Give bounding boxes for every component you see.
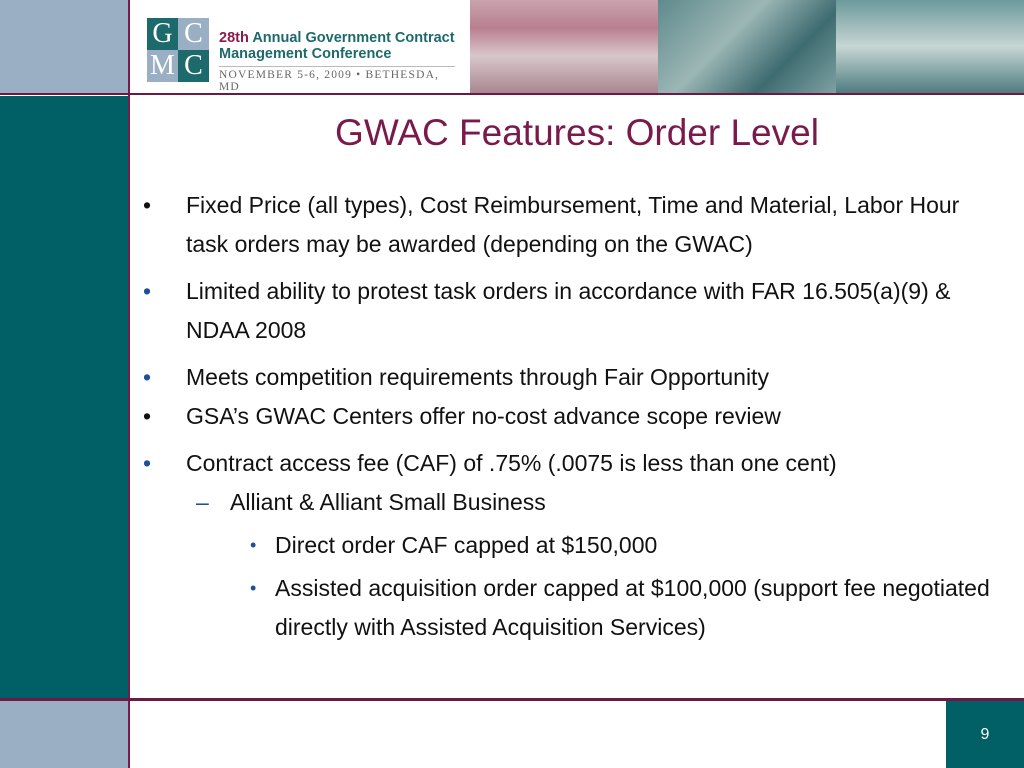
slide-title: GWAC Features: Order Level: [335, 112, 819, 153]
bullet-list: [140, 186, 1000, 647]
people-image: [658, 0, 836, 93]
bullet-item: [140, 397, 1000, 436]
footer-divider: [0, 698, 1024, 701]
bullet-marker: –: [196, 489, 209, 515]
conference-title-line1: Annual Government Contract: [252, 30, 455, 46]
page-number: 9: [946, 701, 1024, 768]
logo-letter: M: [147, 50, 178, 82]
lincoln-memorial-image: [470, 0, 658, 93]
conference-title: [219, 30, 455, 62]
bullet-text: Alliant & Alliant Small Business: [230, 489, 546, 515]
conference-title-line2: Management Conference: [219, 46, 392, 62]
left-top-panel: [0, 0, 128, 94]
bullet-item: [140, 569, 1000, 647]
logo-letter: C: [178, 50, 209, 82]
left-bottom-panel: [0, 701, 128, 768]
bullet-text: GSA’s GWAC Centers offer no-cost advance scope review: [186, 403, 781, 429]
bullet-marker: •: [250, 578, 257, 598]
date-location: NOVEMBER 5-6, 2009 • BETHESDA, MD: [219, 66, 455, 93]
bullet-text: Assisted acquisition order capped at $100,000 (support fee negotiated directly with Assisted Acquisition Services): [275, 575, 990, 640]
bullet-item: [140, 358, 1000, 397]
bullet-item: [140, 526, 1000, 565]
bullet-text: Fixed Price (all types), Cost Reimbursement, Time and Material, Labor Hour task orders may be awarded (depending on the GWAC): [186, 192, 960, 257]
conference-number: 28th: [219, 30, 249, 46]
bullet-marker: •: [143, 192, 152, 218]
header-divider: [0, 93, 1024, 95]
bullet-item: [140, 272, 1000, 350]
bullet-item: [140, 483, 1000, 522]
logo-letter: C: [178, 18, 209, 50]
bullet-text: Meets competition requirements through Fair Opportunity: [186, 364, 769, 390]
gcmc-logo: [147, 18, 209, 80]
bullet-marker: •: [250, 535, 257, 555]
logo-letter: G: [147, 18, 178, 50]
bullet-item: [140, 444, 1000, 483]
building-image: [836, 0, 1024, 93]
bullet-item: [140, 186, 1000, 264]
bullet-text: Contract access fee (CAF) of .75% (.0075 is less than one cent): [186, 450, 837, 476]
bullet-text: Limited ability to protest task orders in accordance with FAR 16.505(a)(9) & NDAA 2008: [186, 278, 951, 343]
bullet-text: Direct order CAF capped at $150,000: [275, 532, 658, 558]
bullet-marker: •: [143, 278, 152, 304]
header-photo-strip: [470, 0, 1024, 93]
bullet-marker: •: [143, 364, 152, 390]
left-middle-panel: [0, 96, 128, 699]
bullet-marker: •: [143, 450, 152, 476]
bullet-marker: •: [143, 403, 152, 429]
